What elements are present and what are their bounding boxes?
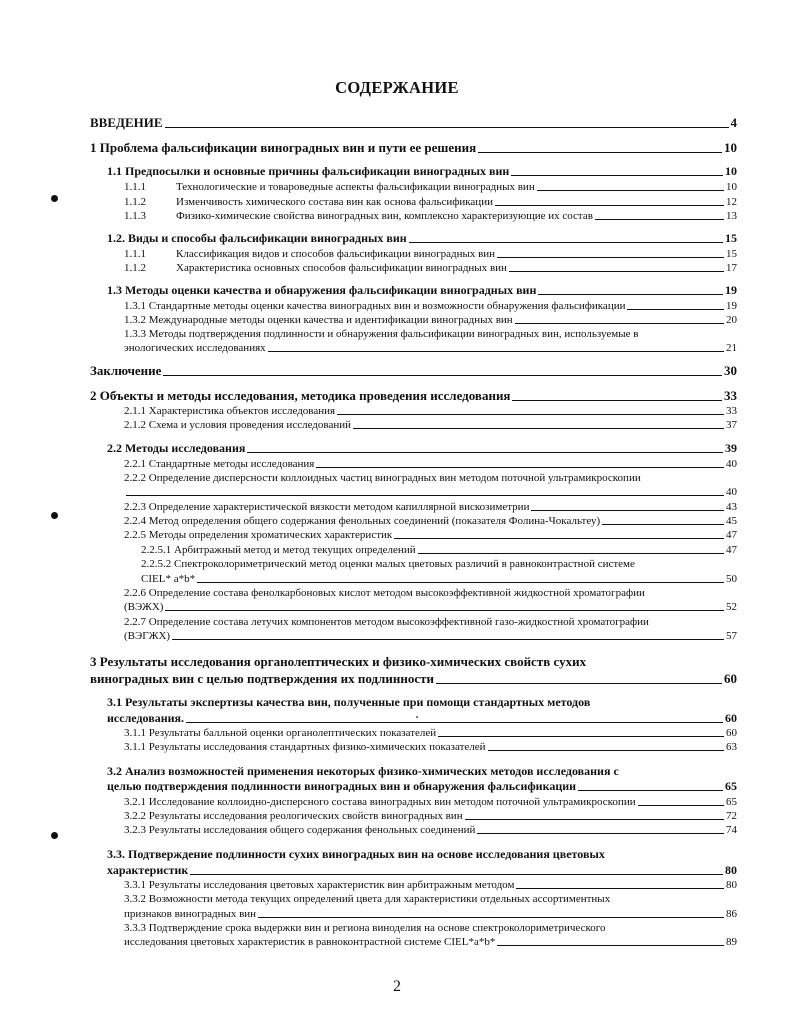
leader-line bbox=[578, 790, 723, 791]
toc-entry-section-3-2[interactable] bbox=[107, 780, 737, 794]
leader-line bbox=[436, 683, 722, 684]
toc-entry-title: 2.1.1 Характеристика объектов исследования bbox=[124, 405, 336, 417]
toc-entry-subsection[interactable] bbox=[124, 210, 737, 223]
toc-entry-subsection[interactable] bbox=[124, 529, 737, 542]
leader-line bbox=[337, 414, 724, 415]
toc-entry-title: 1.3.1 Стандартные методы оценки качества виноградных вин и возможности обнаружения фальсификации bbox=[124, 300, 626, 312]
toc-entry-title: 1.1 Предпосылки и основные причины фальсификации виноградных вин bbox=[107, 165, 510, 178]
toc-entry-subsection[interactable] bbox=[124, 300, 737, 313]
leader-line bbox=[509, 271, 724, 272]
binder-hole-mark bbox=[51, 832, 58, 839]
leader-line bbox=[531, 510, 724, 511]
toc-page-number: 39 bbox=[725, 441, 737, 455]
toc-page-number: 30 bbox=[724, 363, 737, 378]
toc-entry-subsection[interactable] bbox=[124, 486, 737, 499]
toc-entry-subsection[interactable] bbox=[124, 342, 737, 355]
toc-entry-chapter-3[interactable] bbox=[90, 672, 737, 687]
leader-line bbox=[190, 874, 723, 875]
page-title: СОДЕРЖАНИЕ bbox=[335, 78, 459, 97]
toc-entry-title: 2.2.1 Стандартные методы исследования bbox=[124, 458, 315, 470]
toc-page-number: 10 bbox=[725, 164, 737, 178]
leader-line bbox=[515, 323, 724, 324]
toc-entry-title-line1: 2.2.5.2 Спектроколориметрический метод оценки малых цветовых различий в равноконтрастной системе bbox=[141, 558, 635, 570]
toc-entry-title-line1: 3 Результаты исследования органолептических и физико-химических свойств сухих bbox=[90, 654, 587, 669]
leader-line bbox=[163, 375, 722, 376]
toc-entry-subsection[interactable] bbox=[124, 727, 737, 740]
toc-entry-subsection[interactable] bbox=[124, 181, 737, 194]
toc-page-number: 60 bbox=[725, 711, 737, 725]
scan-speck bbox=[416, 716, 418, 718]
toc-entry-section-3-3[interactable] bbox=[107, 864, 737, 878]
leader-line bbox=[465, 819, 724, 820]
toc-entry-title: 2.2.3 Определение характеристической вязкости методом капиллярной вискозиметрии bbox=[124, 501, 530, 513]
toc-entry-subsection[interactable] bbox=[124, 314, 737, 327]
toc-entry-title-line2: (ВЭГЖХ) bbox=[124, 630, 171, 642]
toc-entry-title-line2: виноградных вин с целью подтверждения их подлинности bbox=[90, 672, 434, 686]
leader-line bbox=[638, 805, 724, 806]
toc-entry-subsubsection[interactable] bbox=[141, 573, 737, 586]
leader-line bbox=[126, 495, 724, 496]
leader-line bbox=[172, 639, 724, 640]
toc-entry-subsection[interactable] bbox=[124, 908, 737, 921]
toc-entry-title: ВВЕДЕНИЕ bbox=[90, 116, 163, 130]
leader-line bbox=[512, 400, 722, 401]
toc-entry-title: 3.2.2 Результаты исследования реологических свойств виноградных вин bbox=[124, 810, 463, 822]
toc-entry-subsection[interactable] bbox=[124, 196, 737, 209]
toc-page-number: 10 bbox=[724, 140, 737, 155]
leader-line bbox=[197, 582, 724, 583]
leader-line bbox=[478, 152, 722, 153]
toc-page-number: 65 bbox=[726, 796, 737, 808]
toc-entry-title: 3.1.1 Результаты исследования стандартных физико-химических показателей bbox=[124, 741, 486, 753]
toc-entry-subsection[interactable] bbox=[124, 879, 737, 892]
toc-entry-section-1-3[interactable] bbox=[107, 284, 737, 298]
toc-page-number: 45 bbox=[726, 515, 737, 527]
toc-page-number: 12 bbox=[726, 196, 737, 208]
toc-page-number: 33 bbox=[724, 388, 737, 403]
toc-page-number: 80 bbox=[725, 863, 737, 877]
toc-entry-title-line2: исследования. bbox=[107, 712, 185, 725]
toc-entry-subsection[interactable] bbox=[124, 248, 737, 261]
toc-entry-section-1-1[interactable] bbox=[107, 165, 737, 179]
toc-page-number: 15 bbox=[726, 248, 737, 260]
toc-entry-title: 3.1.1 Результаты балльной оценки органолептических показателей bbox=[124, 727, 437, 739]
leader-line bbox=[316, 467, 724, 468]
toc-entry-title: 2.2.5 Методы определения хроматических характеристик bbox=[124, 529, 393, 541]
leader-line bbox=[418, 553, 724, 554]
toc-page-number: 20 bbox=[726, 314, 737, 326]
toc-entry-subsection[interactable] bbox=[124, 796, 737, 809]
toc-page-number: 40 bbox=[726, 486, 737, 498]
toc-entry-title: 2.2 Методы исследования bbox=[107, 442, 246, 455]
leader-line bbox=[516, 888, 724, 889]
leader-line bbox=[258, 917, 724, 918]
leader-line bbox=[488, 750, 724, 751]
toc-entry-title: 1.3.2 Международные методы оценки качества и идентификации виноградных вин bbox=[124, 314, 513, 326]
toc-entry-title-line1: 3.1 Результаты экспертизы качества вин, полученные при помощи стандартных методов bbox=[107, 695, 591, 709]
toc-entry-subsubsection[interactable] bbox=[141, 544, 737, 557]
leader-line bbox=[394, 538, 724, 539]
toc-entry-number: 1.1.2 bbox=[124, 196, 146, 208]
toc-entry-title: 1.3 Методы оценки качества и обнаружения фальсификации виноградных вин bbox=[107, 284, 537, 297]
toc-page-number: 19 bbox=[725, 283, 737, 297]
toc-entry-title: 3.2.1 Исследование коллоидно-дисперсного состава виноградных вин методом поточной ультрамикроскопии bbox=[124, 796, 636, 808]
toc-entry-title: 3.2.3 Результаты исследования общего содержания фенольных соединений bbox=[124, 824, 476, 836]
toc-page-number: 37 bbox=[726, 419, 737, 431]
binder-hole-mark bbox=[51, 195, 58, 202]
leader-line bbox=[497, 257, 724, 258]
toc-entry-title-line1: 1.3.3 Методы подтверждения подлинности и обнаружения фальсификации виноградных вин, используемые в bbox=[124, 328, 639, 340]
toc-page-number: 80 bbox=[726, 879, 737, 891]
toc-entry-title: Характеристика основных способов фальсификации виноградных вин bbox=[176, 262, 507, 274]
toc-entry-number: 1.1.2 bbox=[124, 262, 146, 274]
toc-entry-title-line2: характеристик bbox=[107, 864, 189, 877]
toc-entry-subsection[interactable] bbox=[124, 741, 737, 754]
leader-line bbox=[353, 428, 724, 429]
toc-entry-title: 1.2. Виды и способы фальсификации виноградных вин bbox=[107, 232, 407, 245]
toc-page-number: 43 bbox=[726, 501, 737, 513]
leader-line bbox=[627, 309, 724, 310]
toc-page-number: 21 bbox=[726, 342, 737, 354]
toc-page-number: 47 bbox=[726, 529, 737, 541]
toc-page-number: 4 bbox=[730, 115, 737, 130]
leader-line bbox=[495, 205, 724, 206]
toc-entry-title-line2: (ВЭЖХ) bbox=[124, 601, 164, 613]
toc-entry-title-line1: 2.2.6 Определение состава фенолкарбоновых кислот методом высокоэффективной жидкостной хроматографии bbox=[124, 587, 645, 599]
leader-line bbox=[165, 127, 729, 128]
toc-entry-title: 1 Проблема фальсификации виноградных вин и пути ее решения bbox=[90, 141, 477, 155]
toc-entry-title: 2.2.2 Определение дисперсности коллоидных частиц виноградных вин методом поточной ультрамикроскопии bbox=[124, 472, 641, 484]
leader-line bbox=[186, 722, 723, 723]
toc-page-number: 40 bbox=[726, 458, 737, 470]
toc-entry-title-line2: исследования цветовых характеристик в равноконтрастной системе CIEL*a*b* bbox=[124, 936, 496, 948]
toc-entry-subsection[interactable] bbox=[124, 630, 737, 643]
toc-entry-title-line1: 3.3. Подтверждение подлинности сухих виноградных вин на основе исследования цветовых bbox=[107, 847, 605, 861]
toc-entry-title-line2: энологических исследованиях bbox=[124, 342, 266, 354]
toc-page-number: 19 bbox=[726, 300, 737, 312]
toc-entry-title-line1: 3.3.3 Подтверждение срока выдержки вин и региона виноделия на основе спектроколориметрического bbox=[124, 922, 606, 934]
toc-page-number: 74 bbox=[726, 824, 737, 836]
leader-line bbox=[511, 175, 723, 176]
leader-line bbox=[477, 833, 724, 834]
leader-line bbox=[497, 945, 724, 946]
toc-entry-section-1-2[interactable] bbox=[107, 232, 737, 246]
toc-entry-title-line2: признаков виноградных вин bbox=[124, 908, 257, 920]
toc-entry-title: Заключение bbox=[90, 364, 162, 378]
toc-entry-title: 3.3.1 Результаты исследования цветовых характеристик вин арбитражным методом bbox=[124, 879, 515, 891]
toc-entry-title: 2.2.4 Метод определения общего содержания фенольных соединений (показателя Фолина-Чокальтеу) bbox=[124, 515, 601, 527]
toc-entry-subsection[interactable] bbox=[124, 515, 737, 528]
toc-entry-title: 2.1.2 Схема и условия проведения исследований bbox=[124, 419, 351, 431]
toc-entry-subsection[interactable] bbox=[124, 810, 737, 823]
toc-entry-subsection[interactable] bbox=[124, 405, 737, 418]
toc-entry-title-line1: 3.3.2 Возможности метода текущих определений цвета для характеристики отдельных ассортиментных bbox=[124, 893, 611, 905]
leader-line bbox=[438, 736, 724, 737]
leader-line bbox=[602, 524, 724, 525]
toc-page-number: 50 bbox=[726, 573, 737, 585]
toc-entry-number: 1.1.3 bbox=[124, 210, 146, 222]
toc-entry-subsection[interactable] bbox=[124, 458, 737, 471]
toc-entry-title: Изменчивость химического состава вин как основа фальсификации bbox=[176, 196, 493, 208]
toc-page-number: 86 bbox=[726, 908, 737, 920]
toc-entry-subsection[interactable] bbox=[124, 419, 737, 432]
toc-page-number: 60 bbox=[724, 671, 737, 686]
toc-entry-subsection[interactable] bbox=[124, 936, 737, 949]
toc-page-number: 10 bbox=[726, 181, 737, 193]
toc-page-number: 89 bbox=[726, 936, 737, 948]
toc-entry-chapter-2[interactable] bbox=[90, 389, 737, 404]
toc-entry-number: 1.1.1 bbox=[124, 181, 146, 193]
toc-page-number: 33 bbox=[726, 405, 737, 417]
toc-page-number: 57 bbox=[726, 630, 737, 642]
toc-page-number: 17 bbox=[726, 262, 737, 274]
toc-entry-section-3-1[interactable] bbox=[107, 712, 737, 726]
toc-page-number: 15 bbox=[725, 231, 737, 245]
leader-line bbox=[247, 452, 723, 453]
leader-line bbox=[537, 190, 724, 191]
toc-entry-subsection[interactable] bbox=[124, 501, 737, 514]
leader-line bbox=[409, 242, 723, 243]
toc-entry-conclusion[interactable] bbox=[90, 364, 737, 379]
toc-entry-subsection[interactable] bbox=[124, 601, 737, 614]
toc-page-number: 63 bbox=[726, 741, 737, 753]
leader-line bbox=[268, 351, 724, 352]
toc-page-number: 52 bbox=[726, 601, 737, 613]
toc-entry-title-line2: CIEL* a*b* bbox=[141, 573, 196, 585]
leader-line bbox=[595, 219, 724, 220]
toc-entry-title: Технологические и товароведные аспекты фальсификации виноградных вин bbox=[176, 181, 535, 193]
toc-entry-title-line1: 3.2 Анализ возможностей применения некоторых физико-химических методов исследования с bbox=[107, 764, 619, 778]
toc-entry-section-2-2[interactable] bbox=[107, 442, 737, 456]
leader-line bbox=[165, 610, 724, 611]
toc-entry-introduction[interactable] bbox=[90, 116, 737, 131]
toc-page-number: 60 bbox=[726, 727, 737, 739]
toc-entry-title: 2 Объекты и методы исследования, методика проведения исследования bbox=[90, 389, 511, 403]
toc-page-number: 13 bbox=[726, 210, 737, 222]
toc-entry-title-line2: целью подтверждения подлинности виноградных вин и обнаружения фальсификации bbox=[107, 780, 577, 793]
toc-entry-title: Физико-химические свойства виноградных вин, комплексно характеризующие их состав bbox=[176, 210, 593, 222]
page-number: 2 bbox=[393, 978, 401, 995]
binder-hole-mark bbox=[51, 512, 58, 519]
toc-page-number: 72 bbox=[726, 810, 737, 822]
toc-entry-title-line1: 2.2.7 Определение состава летучих компонентов методом высокоэффективной газо-жидкостной хроматографии bbox=[124, 616, 649, 628]
toc-page-number: 47 bbox=[726, 544, 737, 556]
toc-entry-title: 2.2.5.1 Арбитражный метод и метод текущих определений bbox=[141, 544, 416, 556]
toc-entry-title: Классификация видов и способов фальсификации виноградных вин bbox=[176, 248, 496, 260]
toc-entry-chapter-1[interactable] bbox=[90, 141, 737, 156]
toc-entry-subsection[interactable] bbox=[124, 262, 737, 275]
toc-entry-number: 1.1.1 bbox=[124, 248, 146, 260]
leader-line bbox=[538, 294, 723, 295]
toc-page-number: 65 bbox=[725, 779, 737, 793]
toc-entry-subsection[interactable] bbox=[124, 824, 737, 837]
